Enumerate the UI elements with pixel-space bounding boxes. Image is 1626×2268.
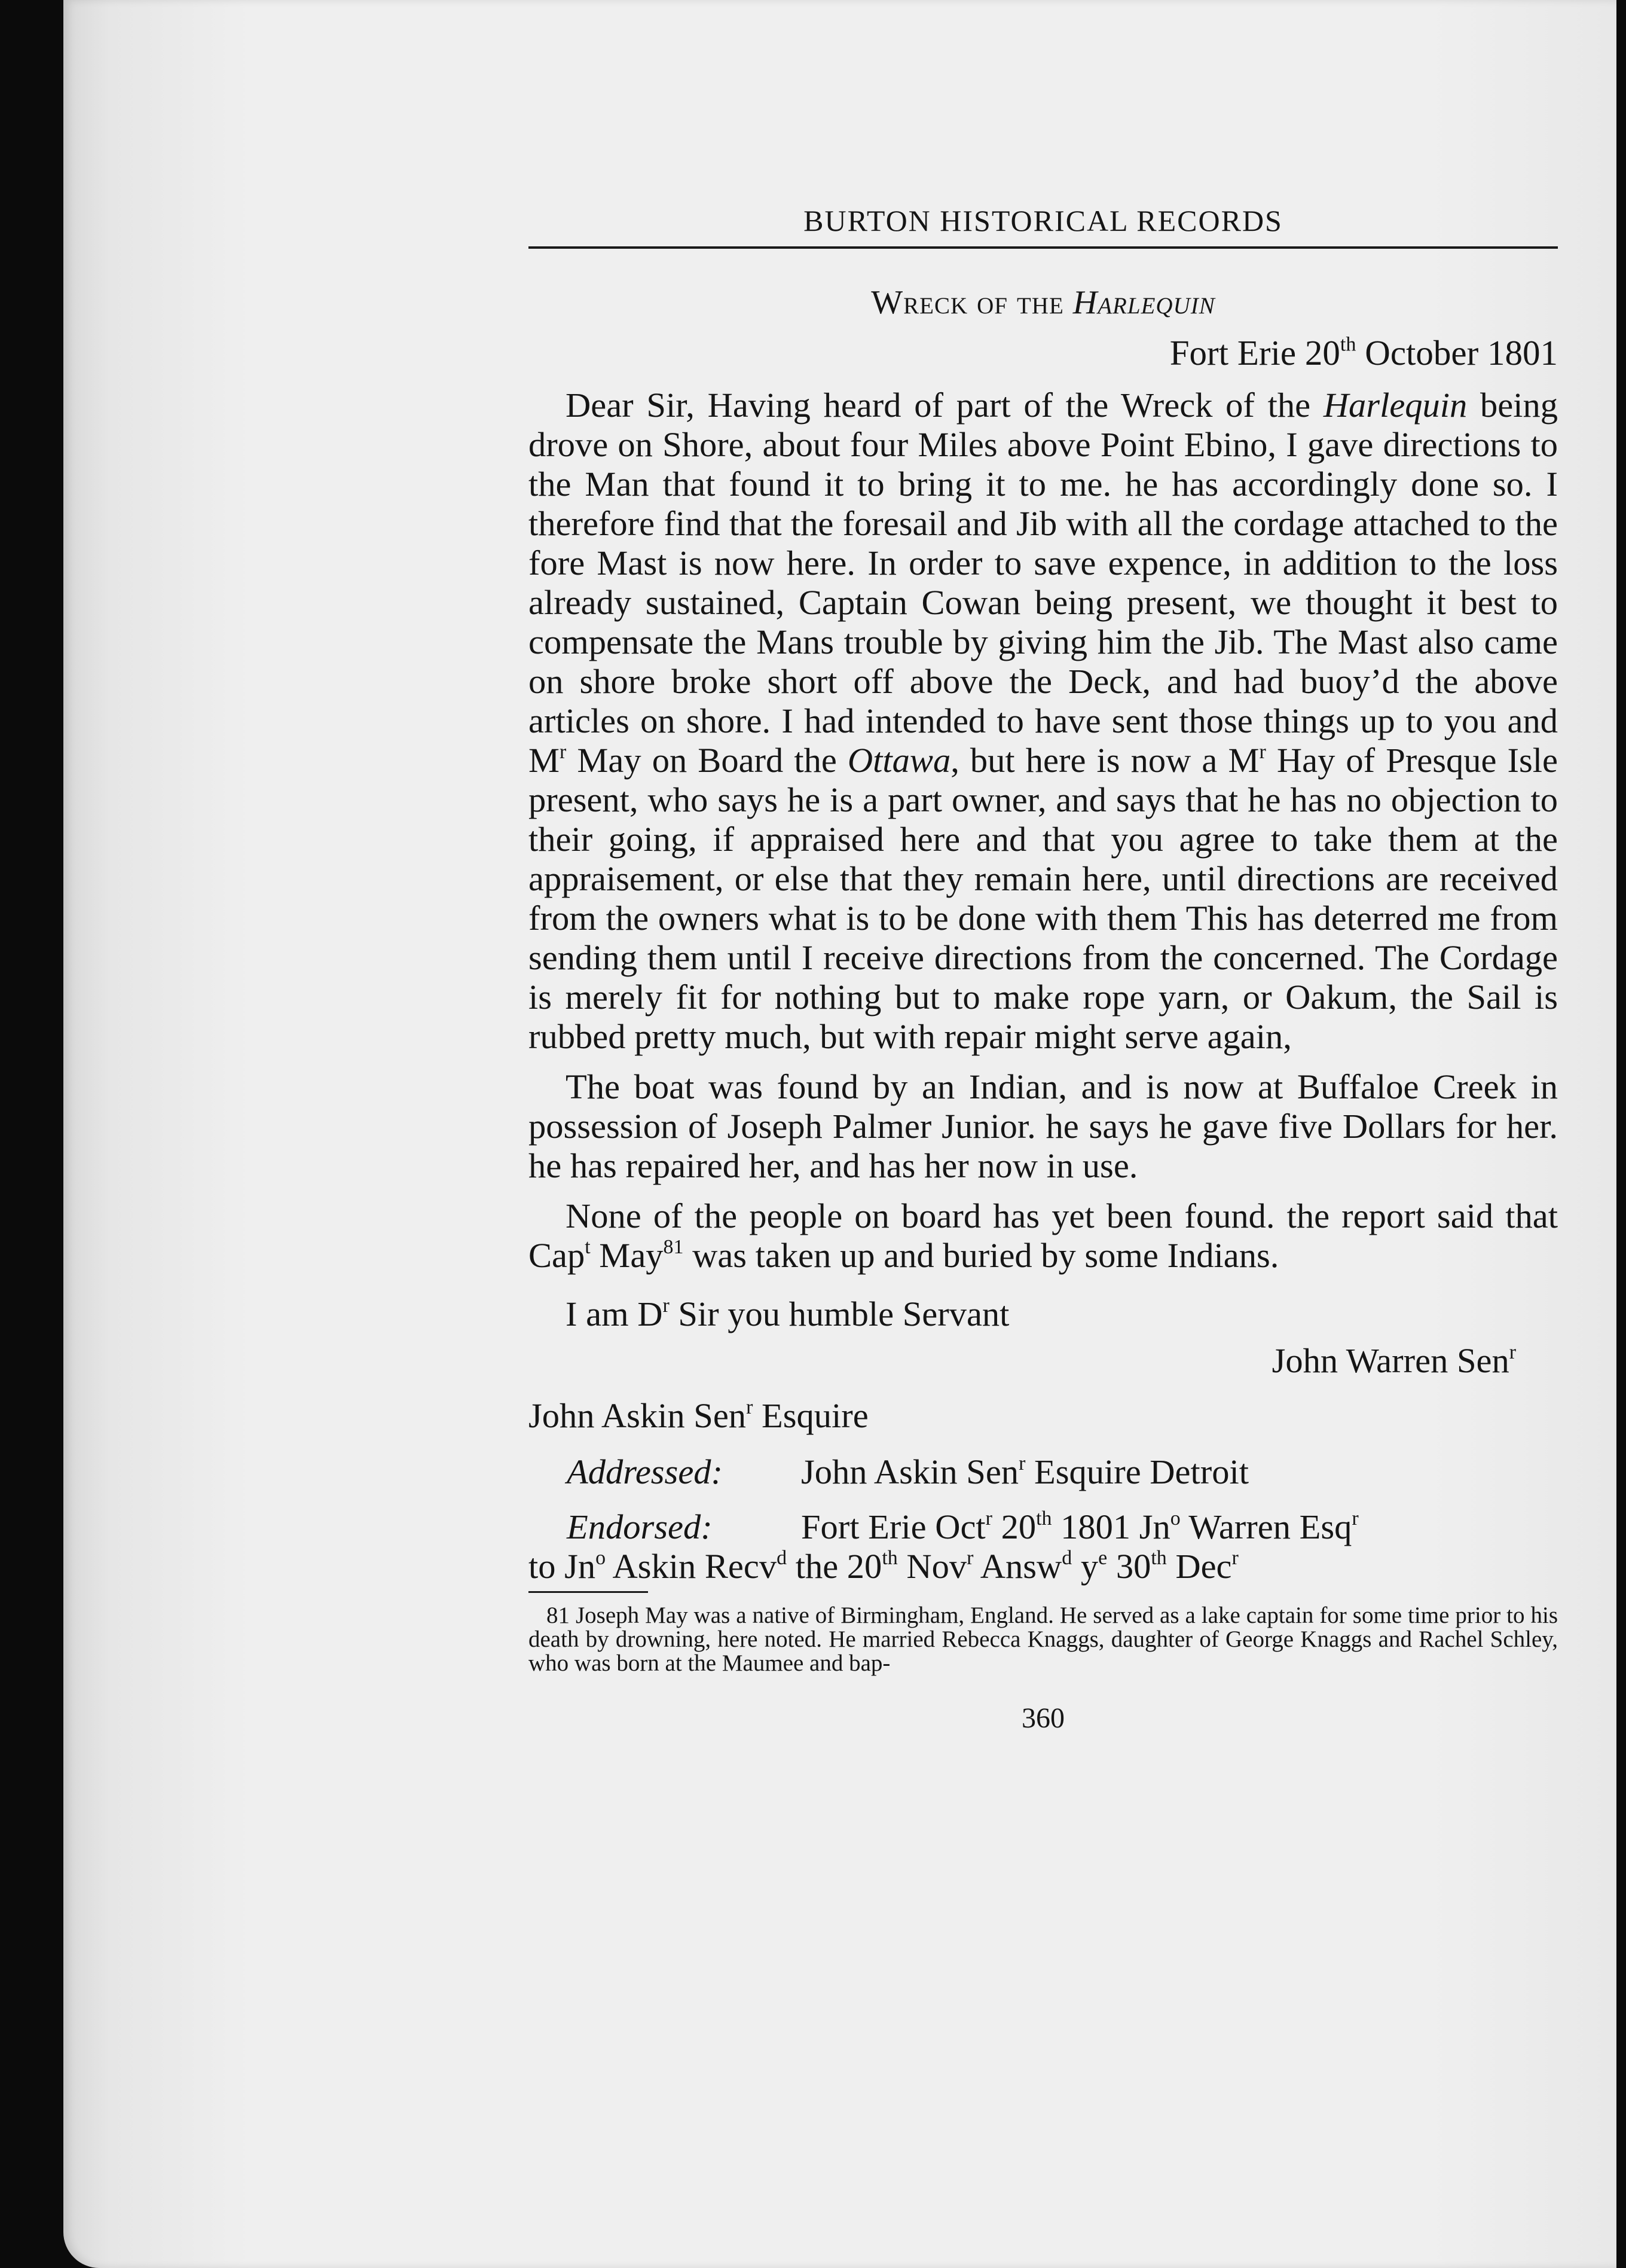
dateline-sup: th bbox=[1340, 333, 1356, 356]
endorsed-s12: r bbox=[1231, 1546, 1239, 1569]
addressed-text-b: Esquire Detroit bbox=[1025, 1452, 1249, 1491]
endorsed-s9: d bbox=[1062, 1546, 1072, 1569]
footnote-divider bbox=[528, 1591, 648, 1593]
endorsed-s8: r bbox=[967, 1546, 974, 1569]
para1-text-e: Hay of Presque Isle present, who says he is a part owner, and says that he has no objection to their going, if appraised here and that you agree to take them at the appraisement, or else that they remain here, until directions are received from the owners what is to be done with them This has deterred me from sending them until I receive directions from the concerned. The Cordage is merely fit for nothing but to make rope yarn, or Oakum, the Sail is rubbed pretty much, but with repair might serve again, bbox=[528, 741, 1558, 1056]
endorsed-k: 30 bbox=[1107, 1547, 1151, 1586]
endorsed-s5: o bbox=[595, 1546, 606, 1569]
closing-text-b: Sir you humble Servant bbox=[669, 1295, 1010, 1333]
endorsed-s1: r bbox=[985, 1507, 992, 1530]
para1-text-c: May on Board the bbox=[566, 741, 848, 780]
endorsed-c: 1801 Jn bbox=[1052, 1507, 1170, 1546]
recipient-text-a: John Askin Sen bbox=[528, 1396, 747, 1435]
recipient-text-b: Esquire bbox=[753, 1396, 869, 1435]
endorsed-b: 20 bbox=[992, 1507, 1037, 1546]
addressed-sup: r bbox=[1019, 1452, 1026, 1475]
para1-text-b: being drove on Shore, about four Miles above Point Ebino, I gave directions to the Man that found it to bring it to me. he has accordingly done so. I therefore find that the foresail and Jib with all the cordage attached to the fore Mast is now here. In order to save expence, in addition to the loss already sustained, Captain Cowan being present, we thought it best to compensate the Mans trouble by giving him the Jib. The Mast also came on shore broke short off above the Deck, and had buoy’d the above articles on shore. I had intended to have sent those things up to you and M bbox=[528, 386, 1558, 780]
letter-paragraph-2: The boat was found by an Indian, and is now at Buffaloe Creek in possession of Joseph Palmer Junior. he says he gave five Dollars for her. he has repaired her, and has her now in use. bbox=[528, 1067, 1558, 1185]
letter-title bbox=[528, 283, 1558, 322]
endorsed-s10: e bbox=[1098, 1546, 1108, 1569]
letter-paragraph-1 bbox=[528, 386, 1558, 1057]
recipient-sup: r bbox=[746, 1396, 753, 1418]
para3-text-c: was taken up and buried by some Indians. bbox=[683, 1236, 1279, 1275]
endorsed-s3: o bbox=[1170, 1507, 1181, 1530]
closing-text-a: I am D bbox=[566, 1295, 663, 1333]
addressed-label: Addressed: bbox=[567, 1452, 723, 1491]
title-prefix: Wreck of the bbox=[871, 284, 1064, 321]
endorsed-h: Nov bbox=[897, 1547, 967, 1586]
addressed-text-a: John Askin Sen bbox=[801, 1452, 1019, 1491]
para3-text-a: None of the people on board has yet been found. the report said that Cap bbox=[528, 1196, 1558, 1275]
para1-text-d: , but here is now a M bbox=[950, 741, 1260, 780]
endorsed-l: Dec bbox=[1166, 1547, 1232, 1586]
dateline-post: October 1801 bbox=[1356, 333, 1558, 373]
endorsed-label: Endorsed: bbox=[567, 1507, 713, 1546]
endorsed-a: Fort Erie Oct bbox=[801, 1507, 986, 1546]
endorsed-j: y bbox=[1072, 1547, 1099, 1586]
title-ship-name: Harlequin bbox=[1072, 284, 1215, 321]
closing-sup: r bbox=[662, 1294, 670, 1317]
page-number: 360 bbox=[1022, 1702, 1065, 1734]
dateline bbox=[528, 332, 1558, 374]
endorsed-d: Warren Esq bbox=[1180, 1507, 1352, 1546]
para1-vessel: Ottawa bbox=[847, 741, 951, 780]
signature bbox=[528, 1341, 1558, 1381]
endorsed-f: Askin Recv bbox=[606, 1547, 777, 1586]
footnote-marker: 81 bbox=[663, 1235, 684, 1258]
para1-sup-2: r bbox=[1259, 740, 1266, 763]
signature-sup: r bbox=[1509, 1341, 1516, 1363]
dateline-pre: Fort Erie 20 bbox=[1169, 333, 1340, 373]
para1-sup-1: r bbox=[560, 740, 567, 763]
running-head: BURTON HISTORICAL RECORDS bbox=[528, 203, 1558, 249]
closing-line bbox=[528, 1295, 1558, 1334]
endorsed-line-2 bbox=[528, 1547, 1558, 1586]
footnote: 81 Joseph May was a native of Birmingham, England. He served as a lake captain for some time prior to his death by drowning, here noted. He married Rebecca Knaggs, daughter of George Knaggs and Rachel Schley, who was born at the Maumee and bap- bbox=[528, 1602, 1558, 1676]
endorsed-s7: th bbox=[882, 1546, 898, 1569]
endorsed-line-1 bbox=[567, 1507, 1558, 1547]
para3-sup-1: t bbox=[585, 1235, 591, 1258]
signature-text: John Warren Sen bbox=[1272, 1341, 1509, 1380]
endorsed-s2: th bbox=[1036, 1507, 1052, 1530]
para3-text-b: May bbox=[590, 1236, 664, 1275]
recipient bbox=[528, 1396, 1558, 1436]
endorsed-block bbox=[528, 1507, 1558, 1586]
addressed-line bbox=[528, 1452, 1558, 1492]
endorsed-s11: th bbox=[1151, 1546, 1167, 1569]
endorsed-g: the 20 bbox=[787, 1547, 882, 1586]
page-content bbox=[528, 203, 1558, 1735]
endorsed-e: to Jn bbox=[528, 1547, 596, 1586]
para1-ship: Harlequin bbox=[1323, 386, 1468, 425]
letter-paragraph-3 bbox=[528, 1196, 1558, 1275]
endorsed-s6: d bbox=[777, 1546, 787, 1569]
endorsed-i: Answ bbox=[973, 1547, 1062, 1586]
endorsed-s4: r bbox=[1352, 1507, 1359, 1530]
page-sheet bbox=[63, 0, 1616, 2268]
para1-text-a: Dear Sir, Having heard of part of the Wreck of the bbox=[566, 386, 1324, 425]
